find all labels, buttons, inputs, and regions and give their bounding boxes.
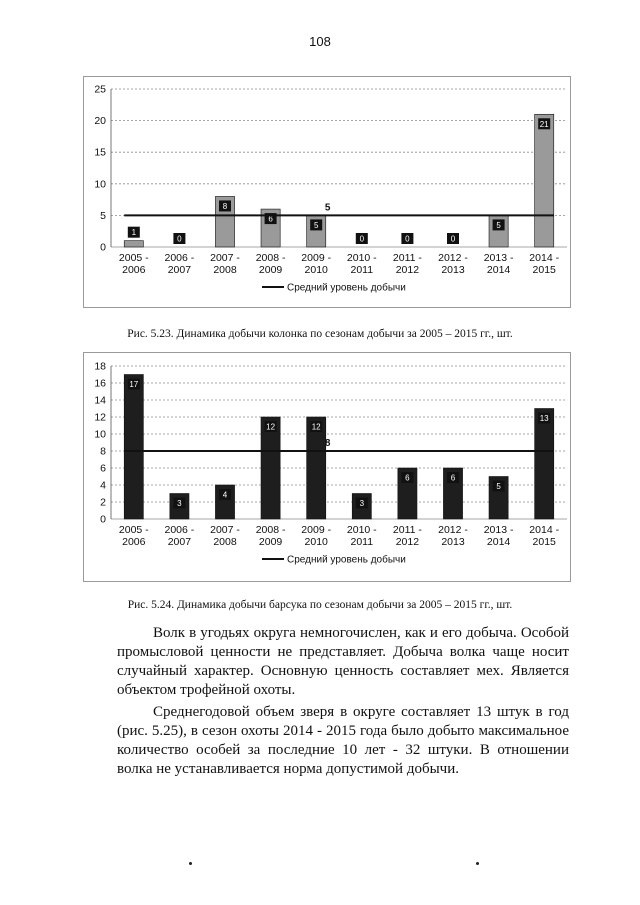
footer-mark-right <box>476 862 479 865</box>
c1-xtick-label-5-1: 2011 <box>350 264 374 276</box>
c1-data-label-2: 8 <box>222 201 228 211</box>
c2-ytick-label-8: 16 <box>94 377 106 390</box>
c1-xtick-label-3-1: 2009 <box>258 264 283 276</box>
c1-xtick-label-1-0: 2006 - <box>164 252 195 264</box>
c2-data-label-4: 12 <box>311 422 321 432</box>
c2-xtick-label-6-1: 2012 <box>395 536 420 548</box>
paragraph-wolf-intro: Волк в угодьях округа немногочислен, как и его добыча. Особой промысловой ценности не представляет. Добыча волка чаще носит случайный характер. Основную ценность составляет мех. Является объектом трофейной охоты. <box>117 625 569 698</box>
c2-data-label-2: 4 <box>222 490 228 500</box>
c1-data-label-1: 0 <box>177 234 182 244</box>
c1-ytick-label-1: 5 <box>100 209 106 222</box>
c2-bar-9 <box>535 409 554 520</box>
c2-xtick-label-1-1: 2007 <box>167 536 192 548</box>
c2-xtick-label-2-0: 2007 - <box>210 524 240 536</box>
c2-ytick-label-5: 10 <box>94 428 106 441</box>
c2-data-label-6: 6 <box>405 473 410 483</box>
c2-bar-4 <box>307 417 326 519</box>
c2-data-label-5: 3 <box>359 499 365 508</box>
footer-mark-left <box>189 862 192 865</box>
c2-xtick-label-0-0: 2005 - <box>118 524 149 536</box>
c2-xtick-label-8-0: 2013 - <box>483 524 514 536</box>
c1-xtick-label-2-1: 2008 <box>213 264 237 276</box>
c1-xtick-label-0-0: 2005 - <box>118 252 149 264</box>
c2-xtick-label-3-1: 2009 <box>258 536 283 548</box>
c1-ytick-label-5: 25 <box>94 83 106 96</box>
c1-data-label-5: 0 <box>359 234 365 244</box>
c1-ytick-label-4: 20 <box>94 115 106 128</box>
figure-caption-5-24: Рис. 5.24. Динамика добычи барсука по сезонам добычи за 2005 – 2015 гг., шт. <box>127 599 513 611</box>
c2-data-label-0: 17 <box>129 380 139 389</box>
c2-xtick-label-7-1: 2013 <box>441 536 465 548</box>
c2-xtick-label-8-1: 2014 <box>486 536 511 548</box>
chart-kolonok-harvest <box>83 76 571 308</box>
figure-caption-5-23: Рис. 5.23. Динамика добычи колонка по сезонам добычи за 2005 – 2015 гг., шт. <box>127 328 513 340</box>
c1-ytick-label-0: 0 <box>100 241 106 254</box>
c1-legend-label: Средний уровень добычи <box>287 282 406 294</box>
c2-average-label: 8 <box>324 438 331 449</box>
c2-xtick-label-0-1: 2006 <box>122 536 146 548</box>
c2-xtick-label-5-1: 2011 <box>350 536 374 548</box>
c2-data-label-7: 6 <box>450 473 456 483</box>
c1-xtick-label-3-0: 2008 - <box>255 252 286 264</box>
c1-xtick-label-9-0: 2014 - <box>529 252 560 264</box>
c1-bar-9 <box>535 114 554 247</box>
c1-xtick-label-9-1: 2015 <box>532 264 556 276</box>
c2-legend-label: Средний уровень добычи <box>287 554 406 566</box>
c2-bar-3 <box>261 417 280 519</box>
c1-xtick-label-0-1: 2006 <box>122 264 146 276</box>
c1-data-label-3: 6 <box>268 214 273 224</box>
c2-xtick-label-4-0: 2009 - <box>301 524 332 536</box>
c2-ytick-label-7: 14 <box>94 394 106 407</box>
c2-data-label-3: 12 <box>266 422 276 432</box>
c2-data-label-1: 3 <box>177 499 182 508</box>
c1-data-label-9: 21 <box>539 119 549 129</box>
c2-xtick-label-9-0: 2014 - <box>529 524 560 536</box>
c1-xtick-label-1-1: 2007 <box>167 264 192 276</box>
c1-xtick-label-4-1: 2010 <box>304 264 328 276</box>
c1-average-label: 5 <box>324 202 331 214</box>
c1-xtick-label-4-0: 2009 - <box>301 252 332 264</box>
c2-ytick-label-1: 2 <box>100 496 106 509</box>
c1-xtick-label-5-0: 2010 - <box>346 252 377 264</box>
c2-xtick-label-3-0: 2008 - <box>255 524 286 536</box>
c2-xtick-label-7-0: 2012 - <box>438 524 468 536</box>
c2-ytick-label-4: 8 <box>100 445 106 458</box>
c2-ytick-label-6: 12 <box>94 411 106 424</box>
c1-ytick-label-2: 10 <box>94 178 106 191</box>
c1-data-label-8: 5 <box>496 220 501 230</box>
c2-ytick-label-3: 6 <box>100 462 106 475</box>
c2-bar-0 <box>124 375 143 520</box>
c1-data-label-4: 5 <box>313 220 319 230</box>
c1-data-label-6: 0 <box>405 234 410 244</box>
c2-xtick-label-6-0: 2011 - <box>392 524 422 536</box>
c1-ytick-label-3: 15 <box>94 146 106 159</box>
c1-xtick-label-6-1: 2012 <box>395 264 420 276</box>
c1-xtick-label-7-1: 2013 <box>441 264 465 276</box>
c1-xtick-label-8-0: 2013 - <box>483 252 514 264</box>
paragraph-wolf-harvest: Среднегодовой объем зверя в округе составляет 13 штук в год (рис. 5.25), в сезон охоты 2014 - 2015 года было добыто максимальное количество особей за последние 10 лет - 32 штуки. В отношении волка не устанавливается норма допустимой добычи. <box>117 704 569 777</box>
c1-bar-0 <box>124 241 143 247</box>
c1-xtick-label-7-0: 2012 - <box>438 252 468 264</box>
c1-data-label-7: 0 <box>450 234 456 244</box>
c2-xtick-label-2-1: 2008 <box>213 536 237 548</box>
c2-data-label-9: 13 <box>539 414 549 423</box>
chart-kolonok-svg <box>84 77 570 307</box>
c1-xtick-label-8-1: 2014 <box>486 264 511 276</box>
c2-xtick-label-1-0: 2006 - <box>164 524 195 536</box>
c1-data-label-0: 1 <box>131 228 137 238</box>
c1-xtick-label-6-0: 2011 - <box>392 252 422 264</box>
c2-ytick-label-2: 4 <box>100 479 106 492</box>
c2-data-label-8: 5 <box>496 482 501 491</box>
chart-badger-svg <box>84 353 570 581</box>
page-number: 108 <box>309 34 331 49</box>
c2-xtick-label-9-1: 2015 <box>532 536 556 548</box>
c2-xtick-label-4-1: 2010 <box>304 536 328 548</box>
c2-ytick-label-0: 0 <box>100 513 106 526</box>
c2-xtick-label-5-0: 2010 - <box>346 524 377 536</box>
chart-badger-harvest <box>83 352 571 582</box>
c2-ytick-label-9: 18 <box>94 360 106 373</box>
c1-xtick-label-2-0: 2007 - <box>210 252 240 264</box>
